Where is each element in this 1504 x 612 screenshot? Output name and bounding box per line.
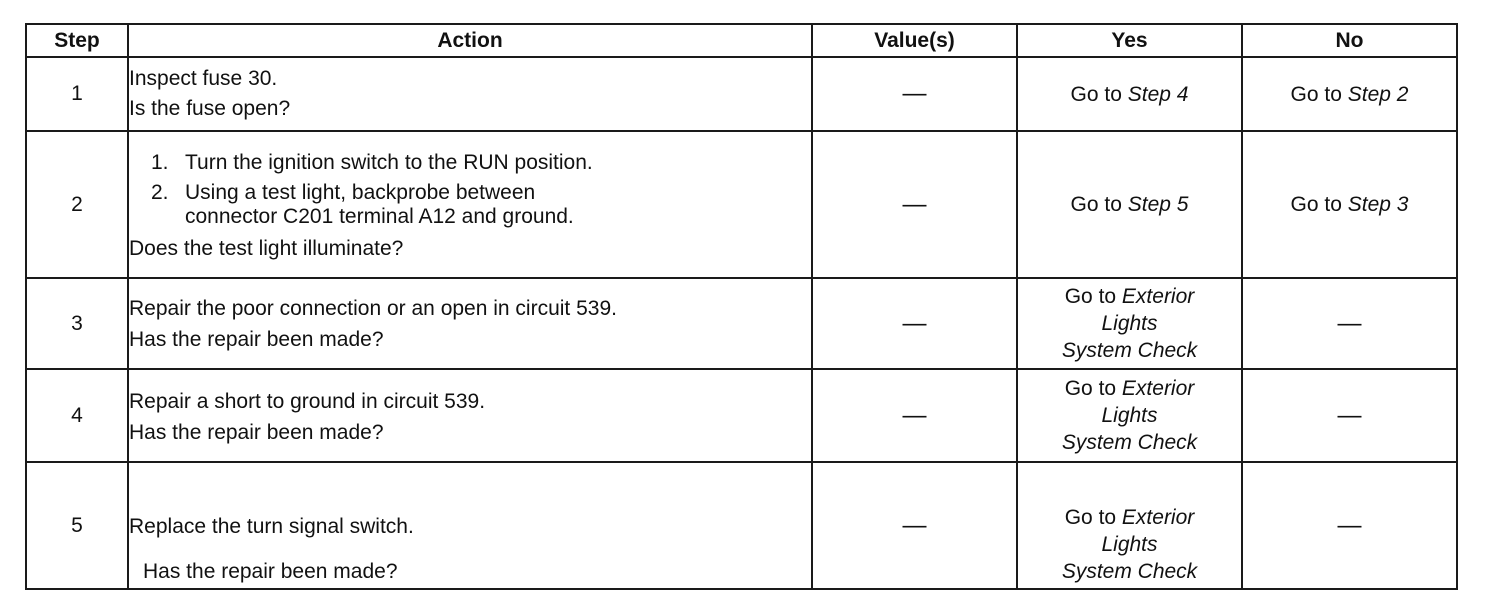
no-prefix: Go to [1290,193,1348,216]
action-cell [128,278,812,369]
action-question: Has the repair been made? [129,328,384,351]
action-text: Inspect fuse 30. [129,67,278,90]
table-row [26,57,1457,131]
yes-target-line1: Exterior [1121,377,1195,400]
yes-target-line3: System Check [1061,339,1198,362]
yes-cell [1017,57,1242,131]
item-text: Using a test light, backprobe between connector C201 terminal A12 and ground. [185,180,574,228]
yes-target-line1: Exterior [1121,506,1195,529]
yes-cell [1017,369,1242,462]
yes-target-line2: Lights [1101,312,1158,335]
header-no: No [1242,24,1457,57]
table-row [26,462,1457,589]
yes-target-line3: System Check [1061,560,1198,583]
numbered-item [129,151,811,175]
yes-cell [1017,278,1242,369]
header-action: Action [128,24,812,57]
action-question: Does the test light illuminate? [129,236,404,260]
yes-target-line3: System Check [1061,431,1198,454]
table-row [26,131,1457,278]
yes-target-line2: Lights [1101,533,1158,556]
action-question: Has the repair been made? [143,560,398,583]
action-question: Is the fuse open? [129,97,291,120]
header-step: Step [26,24,128,57]
no-cell [1242,57,1457,131]
item-text: Turn the ignition switch to the RUN position. [185,150,593,174]
yes-target-line2: Lights [1101,404,1158,427]
table-row [26,278,1457,369]
item-number: 1. [151,150,169,174]
diagnostic-table [25,23,1458,590]
yes-cell [1017,131,1242,278]
yes-prefix: Go to [1064,506,1122,529]
action-text: Repair a short to ground in circuit 539. [129,389,486,413]
step-number: 4 [26,369,128,462]
action-text: Replace the turn signal switch. [129,515,414,538]
yes-target-line1: Exterior [1121,285,1195,308]
value-cell: — [812,462,1017,589]
step-number: 5 [26,462,128,589]
no-target: Step 3 [1347,193,1409,216]
no-cell [1242,131,1457,278]
action-text: Repair the poor connection or an open in circuit 539. [129,297,617,320]
yes-prefix: Go to [1064,285,1122,308]
numbered-item [129,181,811,229]
no-cell: — [1242,369,1457,462]
step-number: 3 [26,278,128,369]
action-cell [128,57,812,131]
value-cell: — [812,57,1017,131]
yes-prefix: Go to [1070,193,1128,216]
action-cell [128,369,812,462]
item-number: 2. [151,180,169,204]
no-cell: — [1242,278,1457,369]
value-cell: — [812,131,1017,278]
yes-target: Step 5 [1127,193,1189,216]
yes-prefix: Go to [1064,377,1122,400]
step-number: 2 [26,131,128,278]
no-prefix: Go to [1290,82,1348,106]
value-cell: — [812,369,1017,462]
header-yes: Yes [1017,24,1242,57]
action-question: Has the repair been made? [129,420,384,444]
action-cell [128,462,812,589]
step-number: 1 [26,57,128,131]
yes-prefix: Go to [1070,82,1128,106]
no-cell: — [1242,462,1457,589]
yes-cell [1017,462,1242,589]
yes-target: Step 4 [1127,82,1189,106]
table-row [26,369,1457,462]
value-cell: — [812,278,1017,369]
no-target: Step 2 [1347,82,1409,106]
action-cell [128,131,812,278]
header-values: Value(s) [812,24,1017,57]
header-row [26,24,1457,57]
